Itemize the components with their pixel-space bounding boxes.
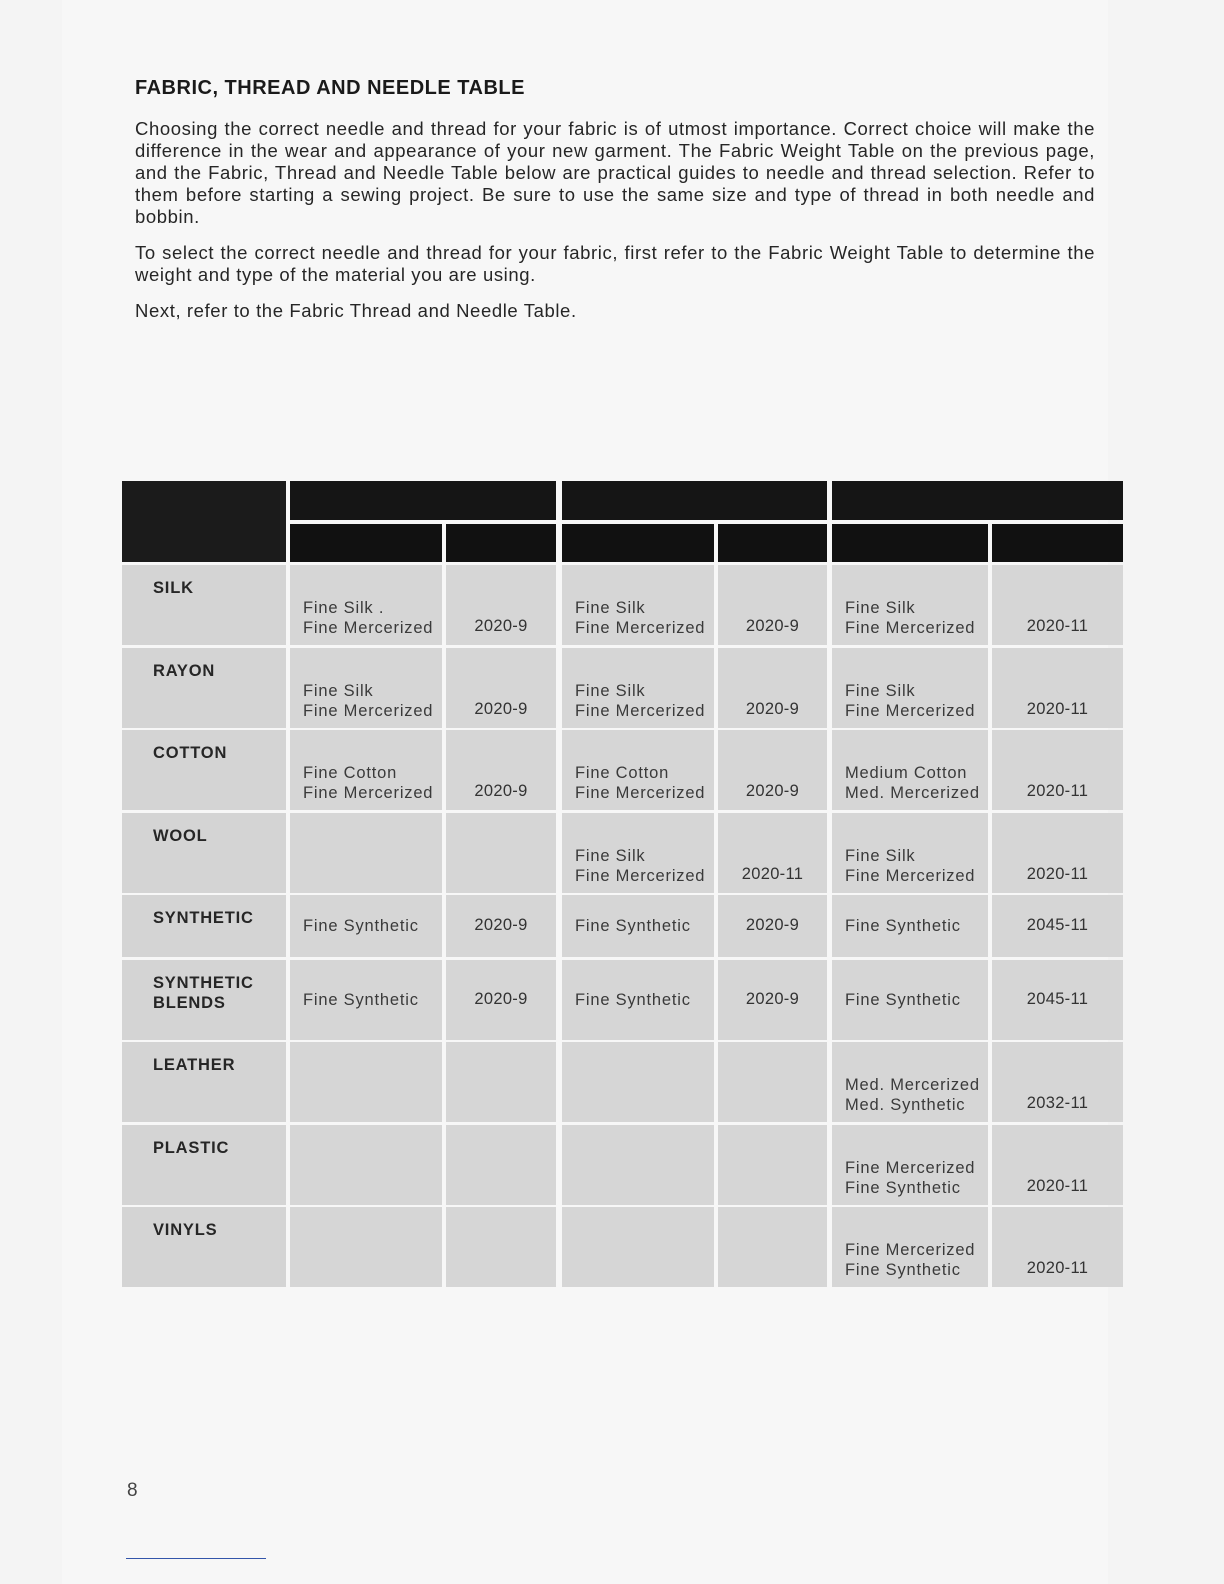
footer-rule xyxy=(126,1558,266,1559)
needle-size: 2020-11 xyxy=(1026,699,1089,718)
needle-cell xyxy=(446,813,556,893)
header-medium-thread xyxy=(562,524,714,562)
fabric-cell xyxy=(122,1207,286,1287)
needle-size: 2020-11 xyxy=(741,864,804,883)
needle-size: 2045-11 xyxy=(1026,916,1089,934)
fabric-name: SYNTHETIC xyxy=(153,909,254,927)
thread-cell xyxy=(290,730,442,810)
needle-size: 2020-9 xyxy=(745,617,800,635)
thread-type: Fine Synthetic xyxy=(845,1178,961,1197)
thread-cell xyxy=(832,960,988,1040)
needle-cell xyxy=(992,960,1123,1040)
thread-type: Fine Mercerized xyxy=(575,866,706,885)
thread-cell xyxy=(832,565,988,645)
needle-cell xyxy=(718,1125,827,1205)
thread-cell xyxy=(290,1125,442,1205)
table-row xyxy=(122,1042,1123,1122)
needle-cell xyxy=(446,960,556,1040)
thread-cell xyxy=(832,1207,988,1287)
thread-type: Fine Mercerized xyxy=(845,1158,976,1177)
header-heavy-group xyxy=(832,481,1123,520)
fabric-cell xyxy=(122,1042,286,1122)
needle-cell xyxy=(992,1207,1123,1287)
needle-cell xyxy=(718,813,827,893)
thread-type: Fine Mercerized xyxy=(303,701,434,720)
needle-cell xyxy=(446,895,556,957)
thread-type: Fine Mercerized xyxy=(575,619,706,637)
thread-type: Med. Mercerized xyxy=(845,784,980,802)
header-light-group xyxy=(290,481,556,520)
thread-type: Fine Mercerized xyxy=(845,619,976,637)
table-row xyxy=(122,648,1123,728)
table-row xyxy=(122,813,1123,893)
instruction-paragraph: To select the correct needle and thread for your fabric, first refer to the Fabric Weight Table to determine the weight and type of the material you are using. xyxy=(135,242,1095,285)
thread-type: Fine Synthetic xyxy=(845,917,961,935)
needle-size: 2020-9 xyxy=(745,699,800,718)
thread-type: Med. Synthetic xyxy=(845,1096,966,1114)
thread-type: Fine Silk xyxy=(845,599,916,617)
thread-type: Fine Silk xyxy=(575,599,646,617)
needle-size: 2020-9 xyxy=(745,916,800,934)
table-row xyxy=(122,895,1123,957)
thread-cell xyxy=(290,895,442,957)
table-row xyxy=(122,1207,1123,1287)
needle-cell xyxy=(718,1207,827,1287)
needle-cell xyxy=(446,1207,556,1287)
needle-size: 2020-9 xyxy=(474,782,528,800)
needle-cell xyxy=(446,648,556,728)
thread-cell xyxy=(290,1207,442,1287)
needle-size: 2020-11 xyxy=(1026,1176,1089,1195)
thread-type: Med. Mercerized xyxy=(845,1076,980,1094)
next-step-paragraph: Next, refer to the Fabric Thread and Needle Table. xyxy=(135,300,577,321)
needle-size: 2020-9 xyxy=(474,989,528,1008)
needle-size: 2020-9 xyxy=(474,699,528,718)
table-row xyxy=(122,565,1123,645)
thread-type: Fine Mercerized xyxy=(845,866,976,885)
thread-type: Fine Mercerized xyxy=(845,701,976,720)
needle-cell xyxy=(446,565,556,645)
needle-size: 2045-11 xyxy=(1026,989,1089,1008)
needle-cell xyxy=(992,1042,1123,1122)
fabric-name: PLASTIC xyxy=(153,1138,230,1157)
thread-type: Fine Mercerized xyxy=(303,784,434,802)
thread-cell xyxy=(832,813,988,893)
thread-type: Fine Cotton xyxy=(575,764,670,782)
header-medium-needle xyxy=(718,524,827,562)
thread-cell xyxy=(562,1125,714,1205)
thread-type: Fine Silk . xyxy=(303,599,385,617)
table-row xyxy=(122,1125,1123,1205)
page-number: 8 xyxy=(127,1480,138,1501)
needle-cell xyxy=(992,730,1123,810)
needle-cell xyxy=(446,1042,556,1122)
fabric-cell xyxy=(122,565,286,645)
thread-cell xyxy=(290,1042,442,1122)
thread-cell xyxy=(562,960,714,1040)
table-row xyxy=(122,960,1123,1040)
needle-size: 2020-9 xyxy=(745,782,800,800)
thread-cell xyxy=(562,648,714,728)
table-header-corner xyxy=(122,481,286,562)
fabric-cell xyxy=(122,1125,286,1205)
needle-cell xyxy=(446,730,556,810)
needle-size: 2020-11 xyxy=(1026,864,1089,883)
thread-type: Fine Synthetic xyxy=(303,990,419,1009)
thread-cell xyxy=(562,813,714,893)
fabric-name: VINYLS xyxy=(153,1221,218,1239)
needle-cell xyxy=(718,565,827,645)
fabric-cell xyxy=(122,960,286,1040)
thread-type: Fine Synthetic xyxy=(845,1261,961,1279)
thread-cell xyxy=(562,565,714,645)
header-light-needle xyxy=(446,524,556,562)
thread-cell xyxy=(290,813,442,893)
thread-type: Fine Silk xyxy=(303,681,374,700)
thread-type: Fine Silk xyxy=(575,681,646,700)
table-row xyxy=(122,730,1123,810)
thread-cell xyxy=(290,565,442,645)
thread-type: Medium Cotton xyxy=(845,764,968,782)
header-medium-group xyxy=(562,481,827,520)
fabric-name: COTTON xyxy=(153,744,228,762)
fabric-name: SYNTHETIC BLENDS xyxy=(153,973,254,1012)
fabric-name: SILK xyxy=(153,579,194,597)
needle-cell xyxy=(718,960,827,1040)
needle-cell xyxy=(992,1125,1123,1205)
header-heavy-thread xyxy=(832,524,988,562)
fabric-name: LEATHER xyxy=(153,1056,236,1074)
thread-type: Fine Mercerized xyxy=(575,784,706,802)
thread-type: Fine Cotton xyxy=(303,764,398,782)
needle-cell xyxy=(992,813,1123,893)
thread-type: Fine Silk xyxy=(845,681,916,700)
fabric-name: RAYON xyxy=(153,661,216,680)
thread-type: Fine Synthetic xyxy=(575,990,691,1009)
fabric-cell xyxy=(122,895,286,957)
thread-cell xyxy=(290,960,442,1040)
fabric-cell xyxy=(122,813,286,893)
needle-size: 2032-11 xyxy=(1026,1094,1089,1112)
needle-size: 2020-11 xyxy=(1026,782,1089,800)
thread-cell xyxy=(832,1125,988,1205)
needle-cell xyxy=(992,895,1123,957)
fabric-cell xyxy=(122,648,286,728)
needle-size: 2020-11 xyxy=(1026,1259,1089,1277)
needle-cell xyxy=(718,1042,827,1122)
thread-type: Fine Mercerized xyxy=(845,1241,976,1259)
needle-cell xyxy=(718,895,827,957)
thread-type: Fine Mercerized xyxy=(575,701,706,720)
thread-cell xyxy=(290,648,442,728)
page-title: FABRIC, THREAD AND NEEDLE TABLE xyxy=(135,77,525,99)
needle-cell xyxy=(992,648,1123,728)
needle-cell xyxy=(718,730,827,810)
thread-cell xyxy=(832,1042,988,1122)
thread-cell xyxy=(562,1042,714,1122)
thread-cell xyxy=(562,1207,714,1287)
thread-cell xyxy=(832,648,988,728)
thread-cell xyxy=(832,730,988,810)
fabric-cell xyxy=(122,730,286,810)
needle-size: 2020-9 xyxy=(474,916,528,934)
needle-size: 2020-11 xyxy=(1026,617,1089,635)
fabric-name: WOOL xyxy=(153,826,208,845)
needle-size: 2020-9 xyxy=(474,617,528,635)
thread-type: Fine Synthetic xyxy=(303,917,419,935)
thread-type: Fine Synthetic xyxy=(575,917,691,935)
needle-cell xyxy=(718,648,827,728)
thread-type: Fine Mercerized xyxy=(303,619,434,637)
thread-cell xyxy=(562,730,714,810)
needle-size: 2020-9 xyxy=(745,989,800,1008)
thread-type: Fine Silk xyxy=(845,846,916,865)
needle-cell xyxy=(992,565,1123,645)
thread-type: Fine Synthetic xyxy=(845,990,961,1009)
fabric-thread-needle-table xyxy=(122,481,1123,1279)
needle-cell xyxy=(446,1125,556,1205)
thread-type: Fine Silk xyxy=(575,846,646,865)
header-light-thread xyxy=(290,524,442,562)
intro-paragraph: Choosing the correct needle and thread for your fabric is of utmost importance. Correct choice will make the difference in the wear and appearance of your new garment. The Fabric Weight Table on the previous page, and the Fabric, Thread and Needle Table below are practical guides to needle and thread selection. Refer to them before starting a sewing project. Be sure to use the same size and type of thread in both needle and bobbin. xyxy=(135,118,1095,227)
thread-cell xyxy=(832,895,988,957)
header-heavy-needle xyxy=(992,524,1123,562)
thread-cell xyxy=(562,895,714,957)
